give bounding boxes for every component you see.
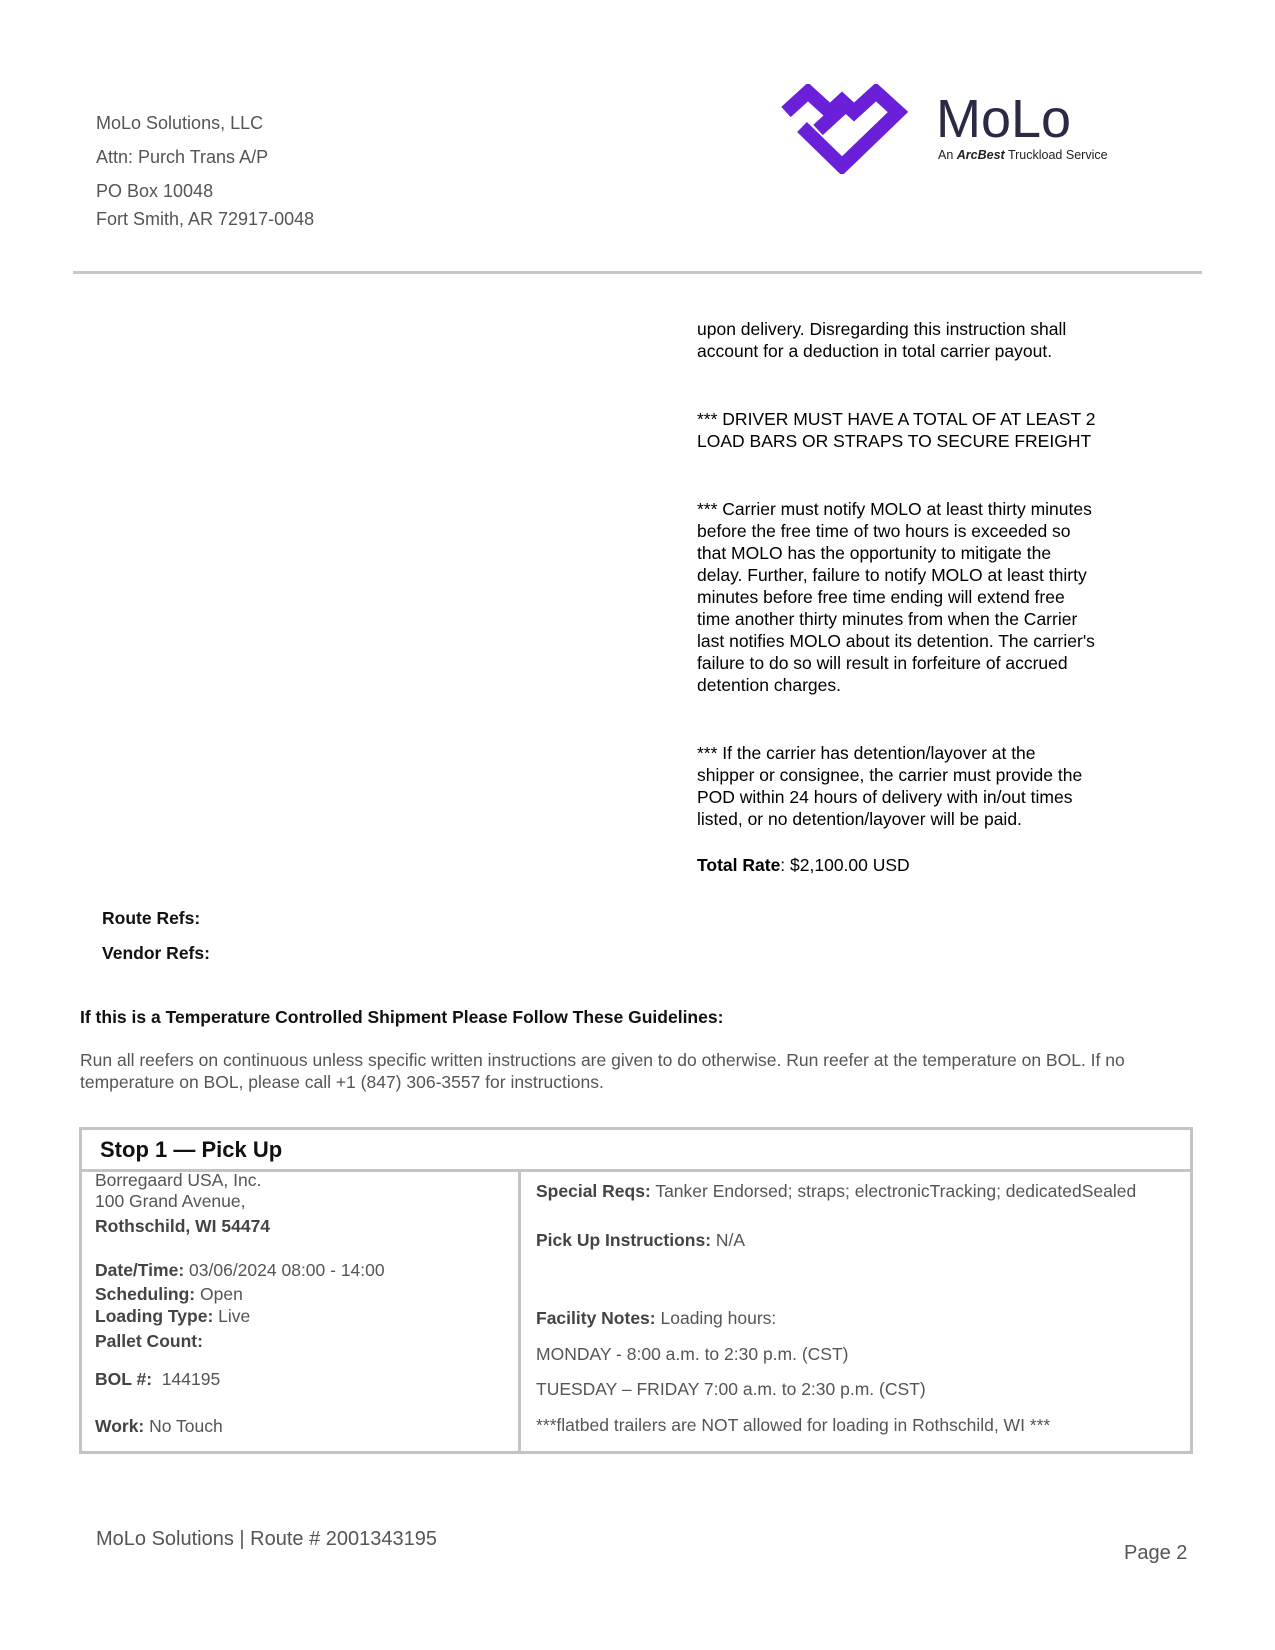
logo-tagline-post: Truckload Service [1007, 148, 1108, 162]
logo-tagline-brand: ArcBest [956, 148, 1005, 162]
note-4: *** If the carrier has detention/layover at the shipper or consignee, the carrier must provide the POD within 24 hours of delivery with in/out times listed, or no detention/layover will be paid. [697, 743, 1083, 829]
address-line-3: PO Box 10048 [96, 181, 214, 201]
molo-logo [778, 84, 1148, 180]
note-2: *** DRIVER MUST HAVE A TOTAL OF AT LEAST 2 LOAD BARS OR STRAPS TO SECURE FREIGHT [697, 409, 1096, 451]
stop-scheduling: Scheduling: Open [95, 1284, 243, 1304]
stop-street: 100 Grand Avenue, [95, 1191, 246, 1211]
stop-city: Rothschild, WI 54474 [95, 1216, 271, 1236]
total-rate-label: Total Rate [697, 855, 781, 875]
stop-datetime: Date/Time: 03/06/2024 08:00 - 14:00 [95, 1260, 385, 1280]
facility-hours-monday: MONDAY - 8:00 a.m. to 2:30 p.m. (CST) [536, 1344, 849, 1364]
note-1: upon delivery. Disregarding this instruction shall account for a deduction in total carrier payout. [697, 319, 1067, 361]
stop-pallet-count: Pallet Count: [95, 1331, 203, 1351]
header-divider [73, 271, 1202, 274]
total-rate [697, 854, 1137, 876]
logo-tagline [938, 148, 1108, 162]
stop-company: Borregaard USA, Inc. [95, 1170, 262, 1190]
footer-page-number: Page 2 [1124, 1542, 1188, 1564]
stop-facility-notes: Facility Notes: Loading hours: [536, 1308, 777, 1328]
temperature-guidelines-body: Run all reefers on continuous unless specific written instructions are given to do otherwise. Run reefer at the temperature on BOL. If no temperature on BOL, please call +1 (847) 306-3557 for instructions. [80, 1050, 1125, 1092]
stop-special-reqs: Special Reqs: Tanker Endorsed; straps; electronicTracking; dedicatedSealed [536, 1181, 1137, 1201]
facility-flatbed-note: ***flatbed trailers are NOT allowed for loading in Rothschild, WI *** [536, 1415, 1051, 1435]
vendor-refs-label: Vendor Refs: [102, 943, 210, 963]
carrier-notes [697, 318, 1137, 876]
stop-pickup-instructions: Pick Up Instructions: N/A [536, 1230, 746, 1250]
stop-title: Stop 1 — Pick Up [82, 1130, 1190, 1172]
total-rate-value: : $2,100.00 USD [780, 855, 910, 875]
company-address [96, 106, 314, 236]
stop-work: Work: No Touch [95, 1416, 223, 1436]
molo-logo-mark-icon [778, 84, 908, 174]
footer-route: MoLo Solutions | Route # 2001343195 [96, 1528, 438, 1550]
temperature-guidelines-title: If this is a Temperature Controlled Shipment Please Follow These Guidelines: [80, 1007, 724, 1027]
note-3: *** Carrier must notify MOLO at least thirty minutes before the free time of two hours is exceeded so that MOLO has the opportunity to mitigate the delay. Further, failure to notify MOLO at least thirty minutes before free time ending will extend free time another thirty minutes from when the Carrier last notifies MOLO about its detention. The carrier's failure to do so will result in forfeiture of accrued detention charges. [697, 499, 1095, 695]
address-line-4: Fort Smith, AR 72917-0048 [96, 209, 315, 229]
logo-wordmark: MoLo [936, 89, 1072, 149]
stop-loading-type: Loading Type: Live [95, 1306, 251, 1326]
stop-bol: BOL #: 144195 [95, 1369, 221, 1389]
references [102, 901, 210, 971]
logo-tagline-pre: An [938, 148, 954, 162]
stop-column-divider [518, 1169, 521, 1454]
facility-hours-weekdays: TUESDAY – FRIDAY 7:00 a.m. to 2:30 p.m. (CST) [536, 1379, 926, 1399]
address-line-2: Attn: Purch Trans A/P [96, 147, 269, 167]
route-refs-label: Route Refs: [102, 908, 201, 928]
address-line-1: MoLo Solutions, LLC [96, 113, 264, 133]
stop-1-pickup-box [79, 1127, 1193, 1454]
